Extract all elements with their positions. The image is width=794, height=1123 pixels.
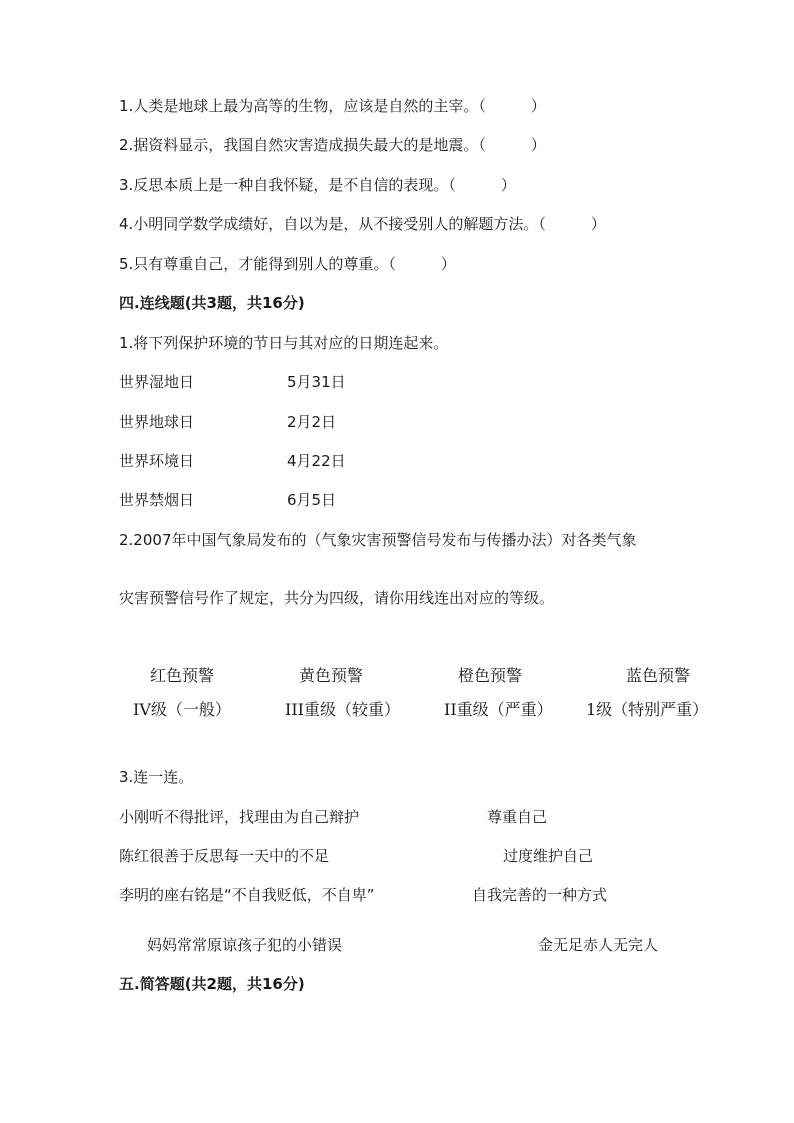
q2-color-item: 蓝色预警: [626, 666, 691, 685]
q3-right-item: 尊重自己: [487, 808, 548, 826]
tf-item-1: 1.人类是地球上最为高等的生物，应该是自然的主宰。（ ）: [119, 97, 546, 115]
q1-prompt: 1.将下列保护环境的节日与其对应的日期连起来。: [119, 334, 449, 352]
q3-prompt: 3.连一连。: [119, 768, 194, 786]
q3-left-item: 小刚听不得批评，找理由为自己辩护: [119, 808, 360, 826]
q2-level-item: II重级（严重）: [444, 700, 553, 719]
q2-color-item: 黄色预警: [299, 666, 364, 685]
q3-left-item: 李明的座右铭是“不自我贬低，不自卑”: [119, 886, 375, 904]
q3-left-item: 妈妈常常原谅孩子犯的小错误: [147, 936, 343, 954]
q3-left-item: 陈红很善于反思每一天中的不足: [119, 847, 330, 865]
q1-right-item: 4月22日: [287, 452, 346, 470]
q1-right-item: 2月2日: [287, 413, 337, 431]
q1-right-item: 5月31日: [287, 373, 346, 391]
tf-item-3: 3.反思本质上是一种自我怀疑，是不自信的表现。（ ）: [119, 176, 516, 194]
q3-right-item: 金无足赤人无完人: [538, 936, 659, 954]
section-heading-matching: 四.连线题(共3题，共16分): [119, 294, 305, 312]
q3-right-item: 自我完善的一种方式: [472, 886, 608, 904]
q2-color-item: 红色预警: [150, 666, 215, 685]
q2-prompt-line2: 灾害预警信号作了规定，共分为四级，请你用线连出对应的等级。: [119, 589, 555, 607]
q1-left-item: 世界地球日: [119, 413, 195, 431]
q1-right-item: 6月5日: [287, 491, 337, 509]
section-heading-short-answer: 五.简答题(共2题，共16分): [119, 975, 305, 993]
q2-level-item: IV级（一般）: [133, 700, 231, 719]
q2-level-item: 1级（特别严重）: [586, 700, 709, 719]
q1-left-item: 世界环境日: [119, 452, 195, 470]
q2-prompt-line1: 2.2007年中国气象局发布的（气象灾害预警信号发布与传播办法）对各类气象: [119, 531, 637, 549]
q2-color-item: 橙色预警: [458, 666, 523, 685]
q1-left-item: 世界湿地日: [119, 373, 195, 391]
q3-right-item: 过度维护自己: [503, 847, 594, 865]
tf-item-2: 2.据资料显示，我国自然灾害造成损失最大的是地震。（ ）: [119, 136, 546, 154]
tf-item-4: 4.小明同学数学成绩好，自以为是，从不接受别人的解题方法。（ ）: [119, 215, 606, 233]
q2-level-item: III重级（较重）: [285, 700, 400, 719]
tf-item-5: 5.只有尊重自己，才能得到别人的尊重。（ ）: [119, 255, 456, 273]
q1-left-item: 世界禁烟日: [119, 491, 195, 509]
